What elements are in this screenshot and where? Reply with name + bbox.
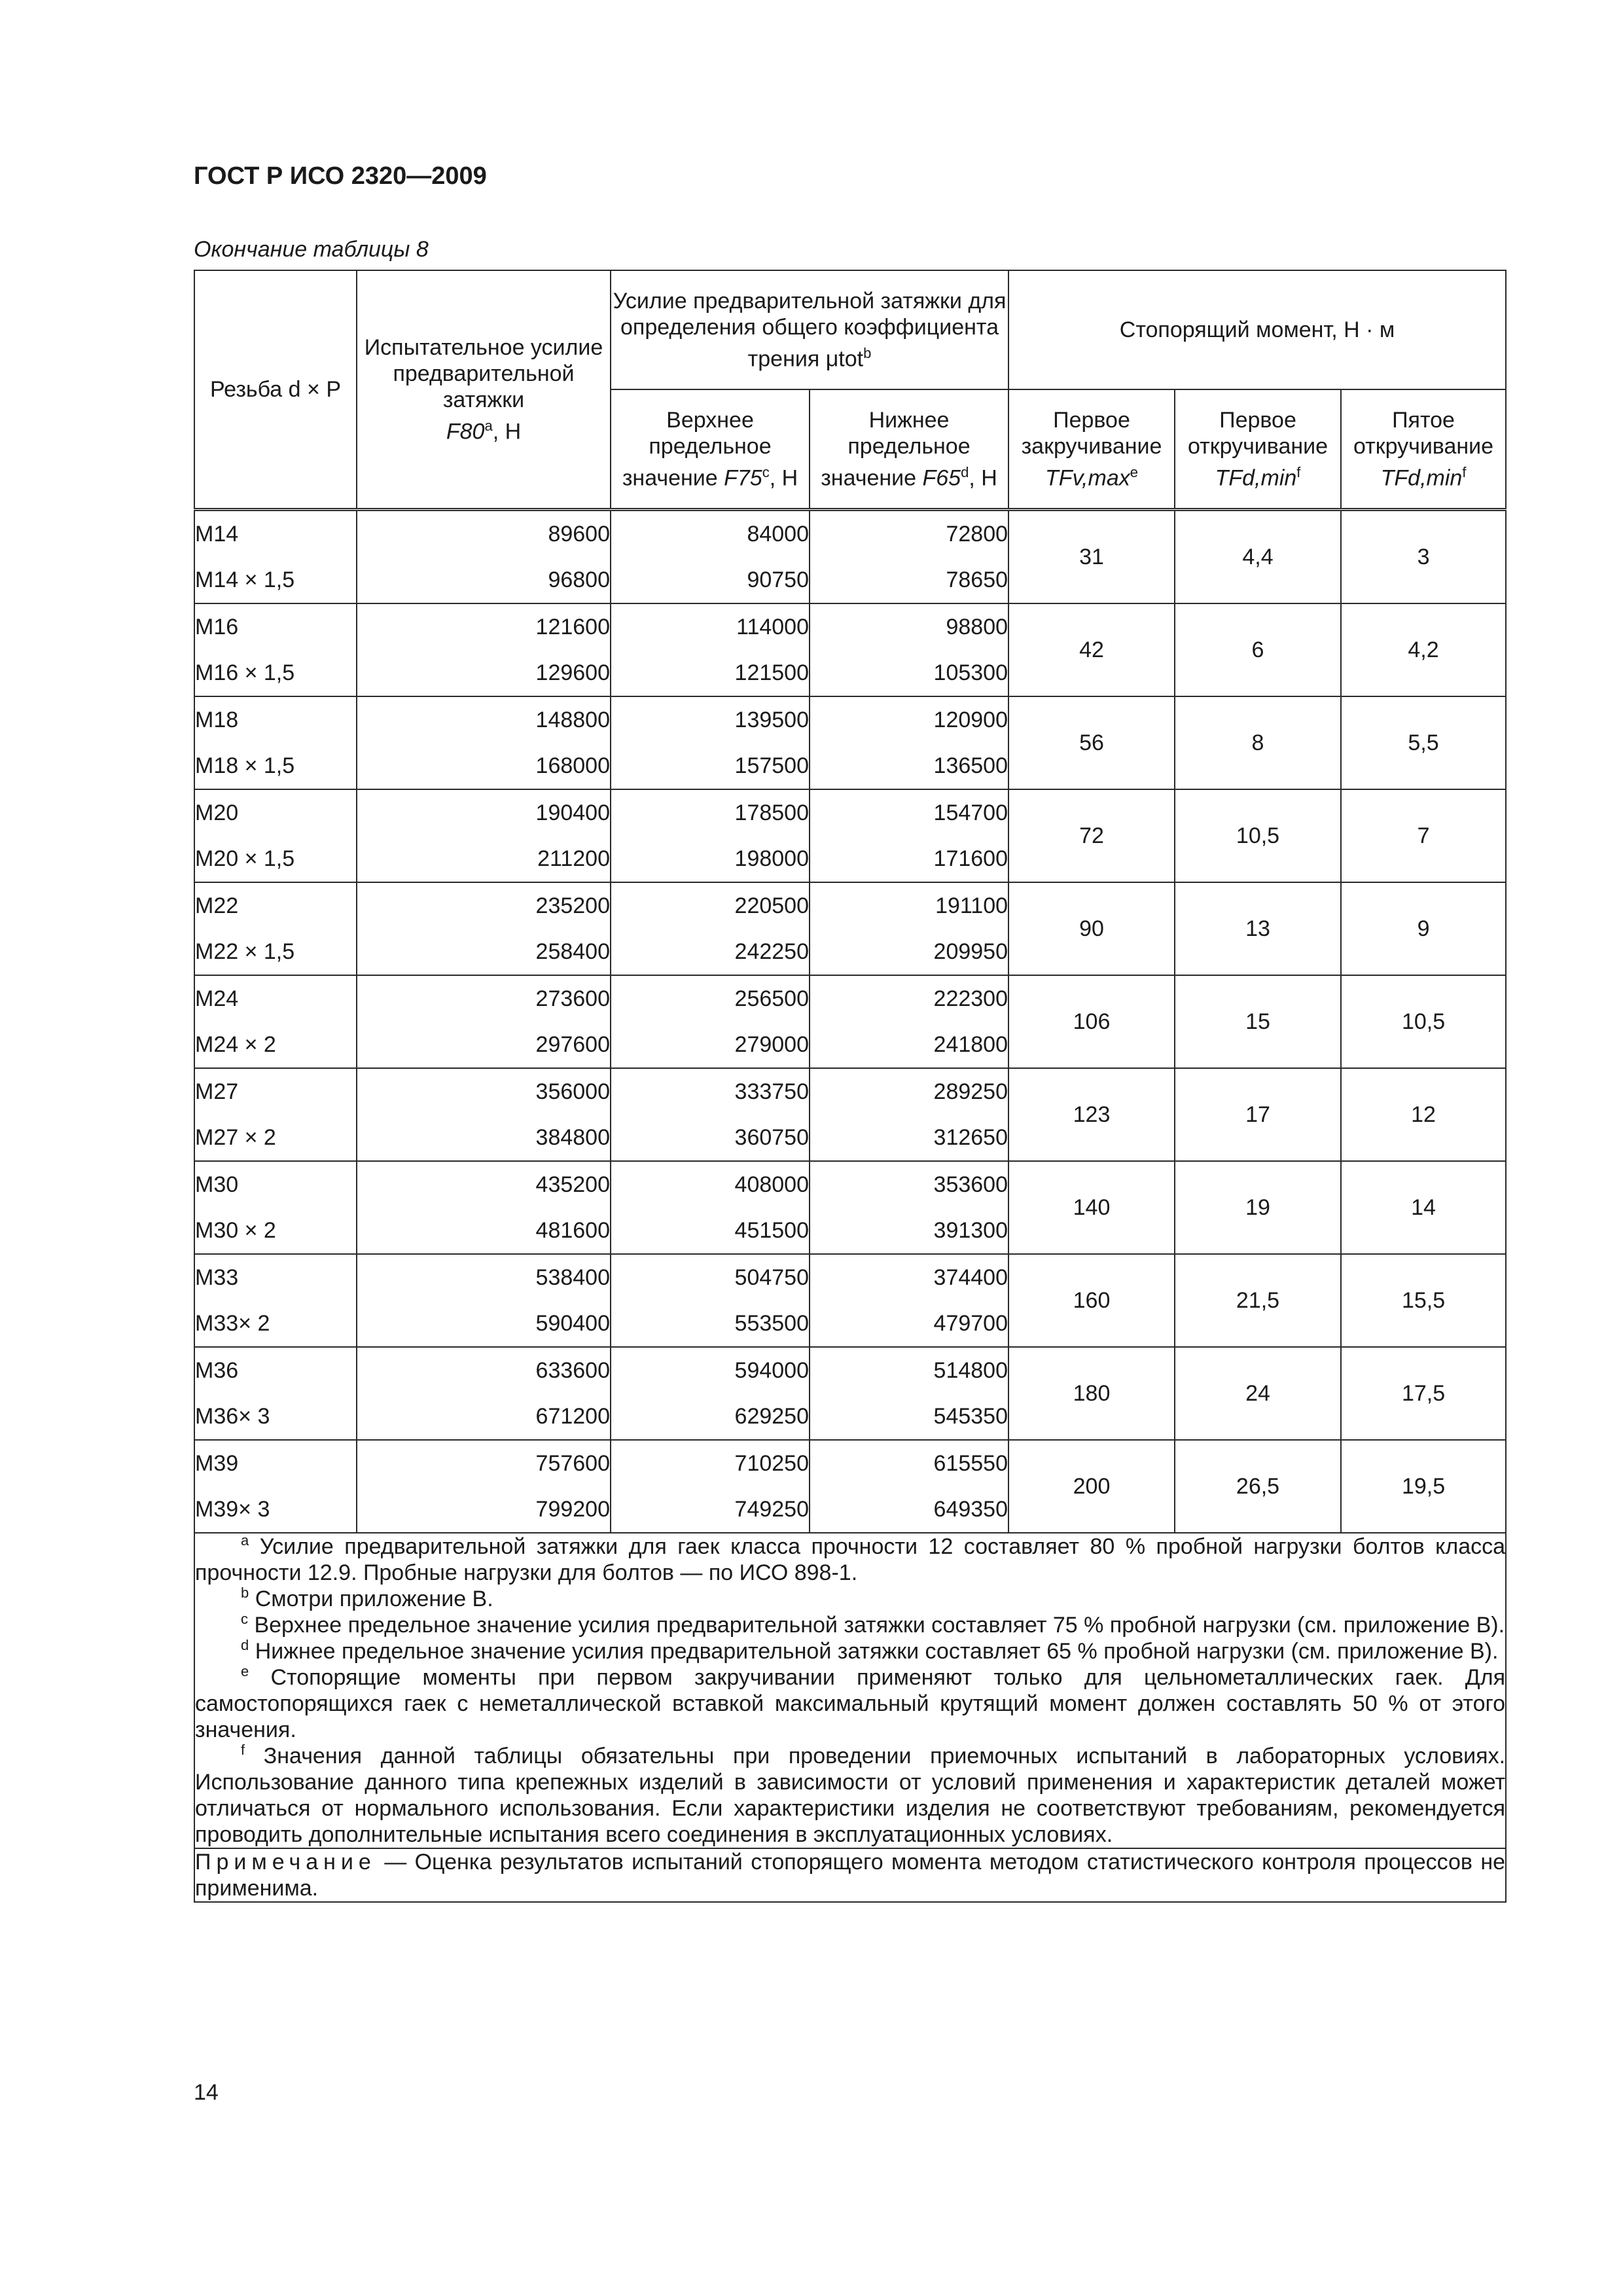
cell-first-off: 24 [1175, 1347, 1341, 1440]
cell-test-force: 190400 [357, 789, 611, 836]
footnote-mark-b: b [863, 344, 872, 361]
cell-lower-limit: 154700 [810, 789, 1008, 836]
note-text: — Оценка результатов испытаний стопорящего момента методом статистического контроля процессов не применима. [195, 1850, 1506, 1901]
cell-lower-limit: 191100 [810, 882, 1008, 929]
header-upper-limit-label: Верхнее предельное значение [622, 407, 772, 491]
footnote-mark: f [241, 1742, 245, 1758]
cell-lower-limit: 120900 [810, 696, 1008, 743]
footnote-c [195, 1612, 1505, 1638]
cell-lower-limit: 545350 [810, 1393, 1008, 1440]
cell-test-force: 273600 [357, 975, 611, 1022]
cell-upper-limit: 629250 [611, 1393, 810, 1440]
footnote-mark-d: d [961, 463, 969, 480]
cell-test-force: 148800 [357, 696, 611, 743]
cell-upper-limit: 279000 [611, 1022, 810, 1068]
cell-fifth-off: 4,2 [1341, 603, 1506, 696]
cell-first-off: 15 [1175, 975, 1341, 1068]
cell-lower-limit: 98800 [810, 603, 1008, 650]
cell-test-force: 481600 [357, 1208, 611, 1254]
cell-lower-limit: 289250 [810, 1068, 1008, 1115]
cell-fifth-off: 10,5 [1341, 975, 1506, 1068]
cell-thread: M27 × 2 [194, 1115, 357, 1161]
cell-test-force: 435200 [357, 1161, 611, 1208]
bolt-preload-table [194, 270, 1507, 1903]
table-row [194, 789, 1506, 836]
table-row [194, 1068, 1506, 1115]
footnote-text: Верхнее предельное значение усилия предварительной затяжки составляет 75 % пробной нагрузки (см. приложение В). [254, 1613, 1505, 1638]
table-row [194, 1347, 1506, 1393]
header-test-force [357, 270, 611, 510]
cell-lower-limit: 222300 [810, 975, 1008, 1022]
footnote-mark-c: c [762, 463, 770, 480]
footnote-text: Нижнее предельное значение усилия предварительной затяжки составляет 65 % пробной нагрузки (см. приложение В). [255, 1639, 1499, 1664]
cell-lower-limit: 514800 [810, 1347, 1008, 1393]
cell-test-force: 168000 [357, 743, 611, 789]
cell-first-off: 13 [1175, 882, 1341, 975]
cell-test-force: 258400 [357, 929, 611, 975]
cell-first-off: 4,4 [1175, 510, 1341, 604]
cell-first-on: 31 [1008, 510, 1175, 604]
cell-upper-limit: 710250 [611, 1440, 810, 1486]
footnote-mark: c [241, 1611, 248, 1627]
footnote-mark: b [241, 1585, 249, 1601]
footnote-b [195, 1586, 1505, 1612]
cell-lower-limit: 353600 [810, 1161, 1008, 1208]
cell-thread: M16 [194, 603, 357, 650]
cell-test-force: 211200 [357, 836, 611, 882]
cell-first-on: 180 [1008, 1347, 1175, 1440]
document-header: ГОСТ Р ИСО 2320—2009 [194, 162, 487, 190]
cell-thread: M18 [194, 696, 357, 743]
cell-lower-limit: 479700 [810, 1300, 1008, 1347]
cell-thread: M24 × 2 [194, 1022, 357, 1068]
footnote-f [195, 1743, 1505, 1848]
header-lower-limit-unit: , Н [969, 465, 997, 491]
header-upper-limit-symbol: F75 [724, 465, 762, 491]
note-label: Примечание [195, 1850, 376, 1874]
cell-upper-limit: 749250 [611, 1486, 810, 1533]
cell-test-force: 757600 [357, 1440, 611, 1486]
cell-thread: M33× 2 [194, 1300, 357, 1347]
header-first-off [1175, 389, 1341, 510]
cell-upper-limit: 504750 [611, 1254, 810, 1300]
table-row [194, 1254, 1506, 1300]
cell-test-force: 590400 [357, 1300, 611, 1347]
cell-fifth-off: 9 [1341, 882, 1506, 975]
cell-thread: M36× 3 [194, 1393, 357, 1440]
cell-thread: M24 [194, 975, 357, 1022]
cell-lower-limit: 72800 [810, 510, 1008, 558]
header-torque-group: Стопорящий момент, Н · м [1008, 270, 1506, 389]
cell-lower-limit: 105300 [810, 650, 1008, 696]
header-fifth-off-symbol: TFd,min [1380, 465, 1463, 491]
cell-lower-limit: 649350 [810, 1486, 1008, 1533]
header-fifth-off-label: Пятое откручивание [1353, 407, 1494, 459]
footnote-a [195, 1534, 1505, 1586]
cell-upper-limit: 242250 [611, 929, 810, 975]
cell-thread: M18 × 1,5 [194, 743, 357, 789]
footnote-mark-e: e [1130, 463, 1138, 480]
cell-upper-limit: 594000 [611, 1347, 810, 1393]
cell-thread: M14 [194, 510, 357, 558]
cell-first-on: 200 [1008, 1440, 1175, 1533]
footnote-text: Значения данной таблицы обязательны при проведении приемочных испытаний в лабораторных условиях. Использование данного типа крепежных изделий в зависимости от условий применения и характеристик деталей может отличаться от нормального использования. Если характеристики изделия не соответствуют требованиям, рекомендуется проводить дополнительные испытания всего соединения в эксплуатационных условиях. [195, 1744, 1506, 1847]
cell-first-on: 72 [1008, 789, 1175, 882]
header-lower-limit [810, 389, 1008, 510]
cell-test-force: 89600 [357, 510, 611, 558]
cell-lower-limit: 615550 [810, 1440, 1008, 1486]
cell-test-force: 96800 [357, 557, 611, 603]
cell-lower-limit: 209950 [810, 929, 1008, 975]
cell-test-force: 538400 [357, 1254, 611, 1300]
cell-thread: M39× 3 [194, 1486, 357, 1533]
cell-thread: M27 [194, 1068, 357, 1115]
cell-fifth-off: 14 [1341, 1161, 1506, 1254]
cell-test-force: 129600 [357, 650, 611, 696]
cell-upper-limit: 139500 [611, 696, 810, 743]
cell-first-off: 21,5 [1175, 1254, 1341, 1347]
cell-upper-limit: 90750 [611, 557, 810, 603]
footnote-text: Усилие предварительной затяжки для гаек класса прочности 12 составляет 80 % пробной нагрузки болтов класса прочности 12.9. Пробные нагрузки для болтов — по ИСО 898-1. [195, 1534, 1506, 1585]
cell-upper-limit: 84000 [611, 510, 810, 558]
footnote-mark-f: f [1462, 463, 1467, 480]
cell-thread: M39 [194, 1440, 357, 1486]
footnote-e [195, 1664, 1505, 1743]
footnote-d [195, 1638, 1505, 1664]
cell-fifth-off: 19,5 [1341, 1440, 1506, 1533]
cell-lower-limit: 136500 [810, 743, 1008, 789]
cell-test-force: 356000 [357, 1068, 611, 1115]
cell-lower-limit: 171600 [810, 836, 1008, 882]
page-number: 14 [194, 2080, 219, 2105]
header-lower-limit-symbol: F65 [922, 465, 961, 491]
cell-test-force: 297600 [357, 1022, 611, 1068]
table-body [194, 510, 1506, 1534]
cell-thread: M20 [194, 789, 357, 836]
header-fifth-off [1341, 389, 1506, 510]
table-row [194, 1440, 1506, 1486]
cell-upper-limit: 256500 [611, 975, 810, 1022]
cell-thread: M22 [194, 882, 357, 929]
header-preload-group [611, 270, 1008, 389]
cell-thread: M20 × 1,5 [194, 836, 357, 882]
cell-lower-limit: 391300 [810, 1208, 1008, 1254]
cell-fifth-off: 5,5 [1341, 696, 1506, 789]
header-upper-limit [611, 389, 810, 510]
header-test-force-label: Испытательное усилие предварительной затяжки [364, 334, 603, 412]
header-first-off-label: Первое откручивание [1187, 407, 1329, 459]
cell-first-off: 26,5 [1175, 1440, 1341, 1533]
cell-fifth-off: 17,5 [1341, 1347, 1506, 1440]
cell-lower-limit: 78650 [810, 557, 1008, 603]
footnote-mark: a [241, 1532, 249, 1549]
table-row [194, 975, 1506, 1022]
cell-test-force: 384800 [357, 1115, 611, 1161]
cell-thread: M22 × 1,5 [194, 929, 357, 975]
cell-lower-limit: 312650 [810, 1115, 1008, 1161]
cell-first-on: 90 [1008, 882, 1175, 975]
cell-lower-limit: 374400 [810, 1254, 1008, 1300]
header-test-force-symbol: F80 [446, 419, 485, 444]
note-block [194, 1848, 1506, 1902]
cell-upper-limit: 451500 [611, 1208, 810, 1254]
cell-first-off: 17 [1175, 1068, 1341, 1161]
footnote-text: Стопорящие моменты при первом закручивании применяют только для цельнометаллических гаек. Для самостопорящихся гаек с неметаллической вставкой максимальный крутящий момент должен составлять 50 % от этого значения. [195, 1665, 1506, 1742]
cell-first-on: 140 [1008, 1161, 1175, 1254]
table-row [194, 1161, 1506, 1208]
cell-first-on: 106 [1008, 975, 1175, 1068]
cell-upper-limit: 333750 [611, 1068, 810, 1115]
cell-upper-limit: 408000 [611, 1161, 810, 1208]
cell-test-force: 799200 [357, 1486, 611, 1533]
cell-test-force: 235200 [357, 882, 611, 929]
cell-upper-limit: 360750 [611, 1115, 810, 1161]
cell-lower-limit: 241800 [810, 1022, 1008, 1068]
cell-thread: M33 [194, 1254, 357, 1300]
cell-upper-limit: 178500 [611, 789, 810, 836]
cell-upper-limit: 553500 [611, 1300, 810, 1347]
cell-fifth-off: 12 [1341, 1068, 1506, 1161]
cell-test-force: 121600 [357, 603, 611, 650]
cell-first-on: 123 [1008, 1068, 1175, 1161]
cell-thread: M14 × 1,5 [194, 557, 357, 603]
cell-first-off: 10,5 [1175, 789, 1341, 882]
table-row [194, 882, 1506, 929]
header-thread: Резьба d × P [194, 270, 357, 510]
header-first-on [1008, 389, 1175, 510]
cell-upper-limit: 121500 [611, 650, 810, 696]
header-first-on-label: Первое закручивание [1021, 407, 1162, 459]
table-row [194, 696, 1506, 743]
table-caption: Окончание таблицы 8 [194, 237, 429, 262]
cell-thread: M30 × 2 [194, 1208, 357, 1254]
header-preload-group-label: Усилие предварительной затяжки для определения общего коэффициента трения μtot [613, 288, 1007, 372]
header-upper-limit-unit: , Н [769, 465, 798, 491]
header-test-force-unit: , Н [492, 419, 522, 444]
cell-thread: M16 × 1,5 [194, 650, 357, 696]
header-lower-limit-label: Нижнее предельное значение [821, 407, 971, 491]
cell-fifth-off: 7 [1341, 789, 1506, 882]
cell-first-off: 6 [1175, 603, 1341, 696]
cell-upper-limit: 157500 [611, 743, 810, 789]
cell-upper-limit: 220500 [611, 882, 810, 929]
table-row [194, 510, 1506, 558]
footnote-mark-a: a [484, 417, 493, 434]
cell-upper-limit: 114000 [611, 603, 810, 650]
cell-first-on: 56 [1008, 696, 1175, 789]
header-first-off-symbol: TFd,min [1215, 465, 1297, 491]
footnotes-block [194, 1533, 1506, 1848]
footnote-mark: d [241, 1637, 249, 1653]
footnote-mark: e [241, 1663, 249, 1679]
header-first-on-symbol: TFv,max [1045, 465, 1130, 491]
cell-fifth-off: 15,5 [1341, 1254, 1506, 1347]
cell-first-off: 8 [1175, 696, 1341, 789]
cell-thread: M30 [194, 1161, 357, 1208]
table-row [194, 603, 1506, 650]
footnote-text: Смотри приложение В. [255, 1587, 493, 1611]
cell-upper-limit: 198000 [611, 836, 810, 882]
cell-fifth-off: 3 [1341, 510, 1506, 604]
cell-thread: M36 [194, 1347, 357, 1393]
cell-test-force: 633600 [357, 1347, 611, 1393]
cell-first-off: 19 [1175, 1161, 1341, 1254]
footnote-mark-f: f [1296, 463, 1301, 480]
cell-first-on: 160 [1008, 1254, 1175, 1347]
cell-test-force: 671200 [357, 1393, 611, 1440]
cell-first-on: 42 [1008, 603, 1175, 696]
